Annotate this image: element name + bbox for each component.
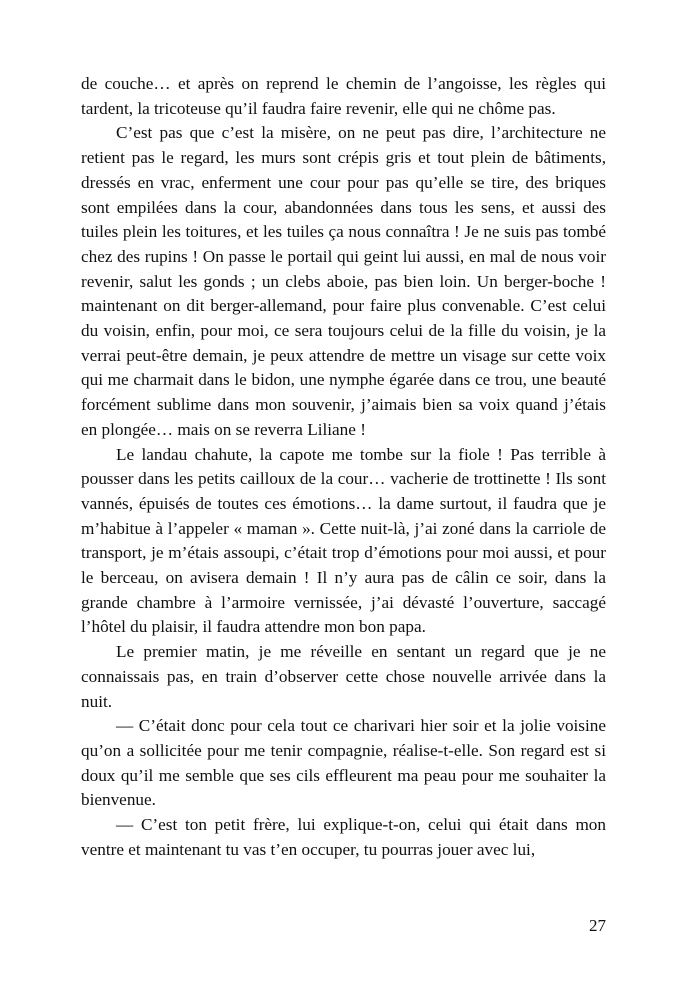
paragraph-6: — C’est ton petit frère, lui explique-t-on, celui qui était dans mon ventre et maintenant tu vas t’en occuper, tu pourras jouer avec lui, (81, 815, 606, 859)
paragraph-3: Le landau chahute, la capote me tombe sur la fiole ! Pas terrible à pousser dans les petits cailloux de la cour… vacherie de trottinette ! Ils sont vannés, épuisés de toutes ces émotions… la dame surtout, il faudra que je m’habitue à l’appeler « maman ». Cette nuit-là, j’ai zoné dans la carriole de transport, je m’étais assoupi, c’était trop d’émotions pour moi aussi, et pour le berceau, on avisera demain ! Il n’y aura pas de câlin ce soir, dans la grande chambre à l’armoire vernissée, j’ai dévasté l’ouverture, saccagé l’hôtel du plaisir, il faudra attendre mon bon papa. (81, 444, 606, 637)
paragraph-5: — C’était donc pour cela tout ce charivari hier soir et la jolie voisine qu’on a sollicitée pour me tenir compagnie, réalise-t-elle. Son regard est si doux qu’il me semble que ses cils effleurent ma peau pour me souhaiter la bienvenue. (81, 716, 606, 810)
paragraph-1: de couche… et après on reprend le chemin de l’angoisse, les règles qui tardent, la tricoteuse qu’il faudra faire revenir, elle qui ne chôme pas. (81, 74, 606, 118)
page-body (81, 72, 606, 863)
paragraph-4: Le premier matin, je me réveille en sentant un regard que je ne connaissais pas, en train d’observer cette chose nouvelle arrivée dans la nuit. (81, 642, 606, 711)
page-number: 27 (589, 916, 606, 935)
paragraph-2: C’est pas que c’est la misère, on ne peut pas dire, l’architecture ne retient pas le regard, les murs sont crépis gris et tout plein de bâtiments, dressés en vrac, enferment une cour pour pas qu’elle se tire, des briques sont empilées dans la cour, abandonnées dans tous les sens, et aussi des tuiles plein les toitures, et les tuiles ça nous connaîtra ! Je ne suis pas tombé chez des rupins ! On passe le portail qui geint lui aussi, en mal de nous voir revenir, salut les gonds ; un clebs aboie, pas bien loin. Un berger-boche ! maintenant on dit berger-allemand, pour faire plus convenable. C’est celui du voisin, enfin, pour moi, ce sera toujours celui de la fille du voisin, je la verrai peut-être demain, je peux attendre de mettre un visage sur cette voix qui me charmait dans le bidon, une nymphe égarée dans ce trou, une beauté forcément sublime dans mon souvenir, j’aimais bien sa voix quand j’étais en plongée… mais on se reverra Liliane ! (81, 123, 606, 439)
